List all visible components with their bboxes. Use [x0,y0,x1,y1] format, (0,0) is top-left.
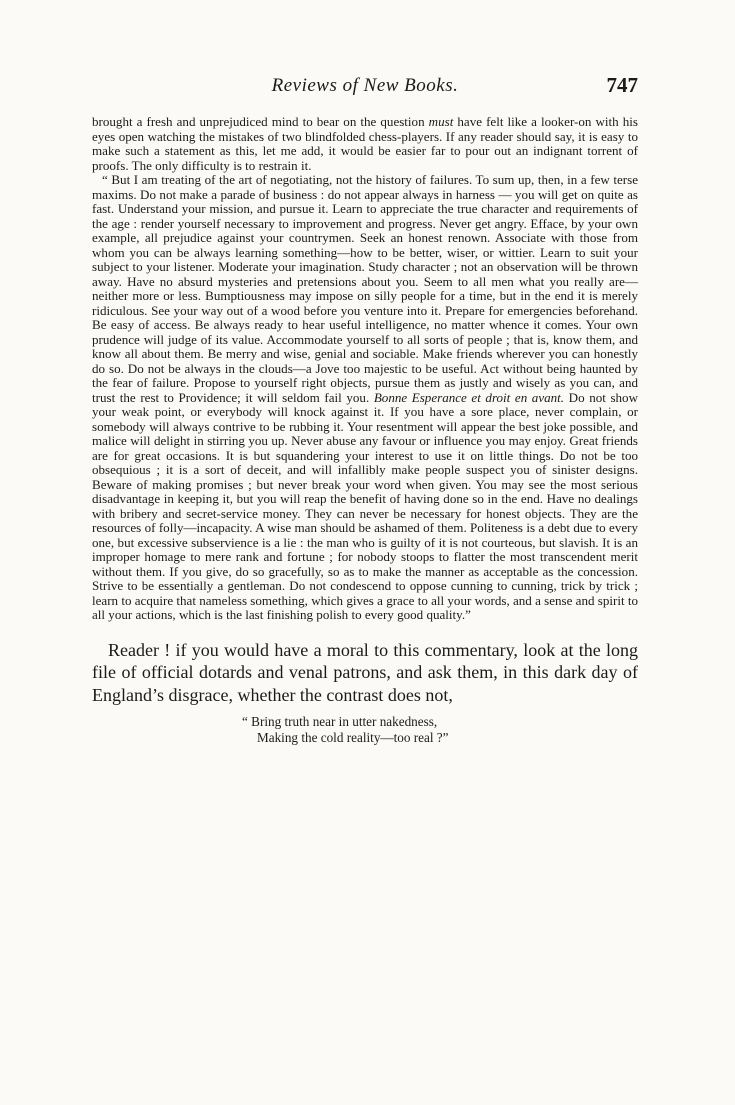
verse-quote [242,714,638,746]
running-title: Reviews of New Books. [271,75,459,96]
page-number: 747 [606,73,638,97]
page-header [92,75,638,115]
paragraph-maxims [92,173,638,623]
emphasis-french-motto: Bonne Esperance et droit en avant. [373,389,565,405]
emphasis-must: must [428,114,454,129]
quoted-text-block [92,115,638,623]
paragraph-reader: Reader ! if you would have a moral to this commentary, look at the long file of official dotards and venal patrons, and ask them, in this dark day of England’s disgrace, whether the contrast does not, [92,639,638,705]
text-run: have felt like a looker-on with his eyes open watching the mistakes of two blindfolded chess-players. If any reader should say, it is easy to make such a statement as this, let me add, it would be easier far to pour out an indignant torrent of proofs. The only difficulty is to restrain it. [92,114,638,173]
text-run: brought a fresh and unprejudiced mind to bear on the question [92,114,429,129]
text-run: Do not show your weak point, or everybody will knock against it. If you have a sore place, never complain, or somebody will always contrive to be rubbing it. Your resentment will appear the best joke possible, and malice will delight in stirring you up. Never abuse any favour or influence you may enjoy. Great friends are for great occasions. It is but squandering your interest to use it on little things. Do not be too obsequious ; it is a sort of deceit, and will infallibly make people suspect you of sinister designs. Beware of making promises ; but never break your word when given. You may see the most serious disadvantage in keeping it, but you will reap the benefit of having done so in the end. Have no dealings with bribery and secret-service money. They can never be necessary for honest objects. They are the resources of folly—incapacity. A wise man should be ashamed of them. Politeness is a debt due to every one, but excessive subservience is a lie : the man who is guilty of it is not courteous, but slavish. It is an improper homage to mere rank and fortune ; for nobody stoops to flatter the most transcendent merit without them. If you give, do so gracefully, so as to make the manner as acceptable as the concession. Strive to be essentially a gentleman. Do not condescend to oppose cunning to cunning, trick by trick ; learn to acquire that nameless something, which gives a grace to all your words, and a sense and spirit to all your actions, which is the last finishing polish to every good quality.” [92,389,639,622]
verse-line-1: “ Bring truth near in utter nakedness, [242,714,438,729]
paragraph-continuation [92,115,638,173]
text-run: “ But I am treating of the art of negotiating, not the history of failures. To sum up, then, in a few terse maxims. Do not make a parade of business : do not appear always in harness — you will get on quite as fast. Understand your mission, and pursue it. Learn to appreciate the true character and requirements of the age : render yourself necessary to improvement and progress. Never get angry. Efface, by your own example, all prejudice against your countrymen. Seek an honest renown. Associate with those from whom you can be always learning something—how to be better, wiser, or wittier. Learn to suit your subject to your listener. Moderate your imagination. Study character ; not an observation will be thrown away. Have no absurd mysteries and pretensions about you. Seem to all men what you really are—neither more or less. Bumptiousness may impose on silly people for a time, but in the end it is merely ridiculous. See your way out of a wood before you venture into it. Prepare for emergencies beforehand. Be easy of access. Be always ready to hear useful intelligence, no matter whence it comes. Your own prudence will judge of its value. Accommodate yourself to all sorts of people ; that is, know them, and know all about them. Be merry and wise, genial and sociable. Make friends wherever you can honestly do so. Do not be always in the clouds—a Jove too majestic to be useful. Act without being haunted by the fear of failure. Propose to yourself right objects, pursue them as justly and wisely as you can, and trust the rest to Providence; it will seldom fail you. [92,172,638,405]
page [92,75,638,746]
verse-line-2: Making the cold reality—too real ?” [257,730,449,745]
